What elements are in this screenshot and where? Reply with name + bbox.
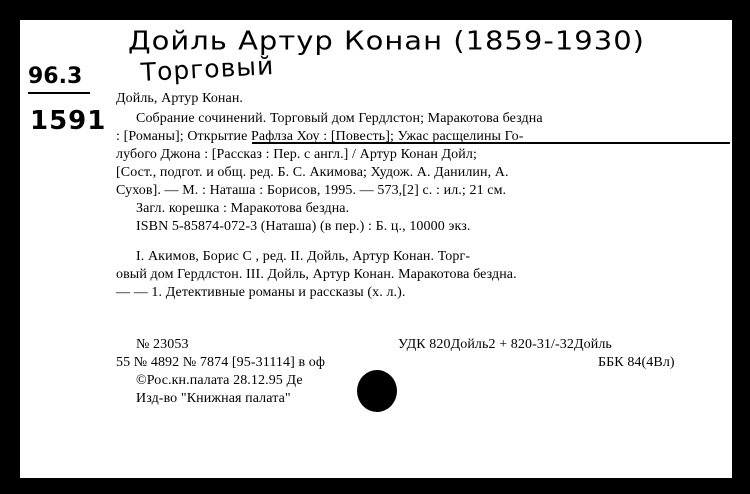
publisher-line: Изд-во "Книжная палата" — [136, 391, 291, 406]
description-line: : [Романы]; Открытие Рафлза Хоу : [Повесть]; Ужас расщелины Го- — [116, 129, 524, 144]
description-line: лубого Джона : [Рассказ : Пер. с англ.] / Артур Конан Дойл; — [116, 147, 477, 162]
ink-blot — [357, 370, 397, 412]
udc-code: УДК 820Дойль2 + 820-31/-32Дойль — [398, 337, 612, 352]
class-number-underline — [28, 92, 90, 94]
handwritten-call-number: 1591 — [30, 106, 107, 136]
card-heading: Дойль, Артур Конан. — [116, 91, 244, 106]
spine-title: Загл. корешка : Маракотова бездна. — [136, 201, 350, 216]
handwritten-author: Дойль Артур Конан (1859-1930) — [128, 25, 645, 56]
record-number: № 23053 — [136, 337, 189, 352]
description-line: [Сост., подгот. и общ. ред. Б. С. Акимова; Худож. А. Данилин, А. — [116, 165, 509, 180]
book-chamber-line: ©Рос.кн.палата 28.12.95 Де — [136, 373, 303, 388]
handwritten-class-number: 96.3 — [28, 64, 83, 89]
handwritten-title: Торговый — [140, 51, 275, 87]
tracings-line: I. Акимов, Борис С , ред. II. Дойль, Артур Конан. Торг- — [136, 249, 471, 264]
description-line: Собрание сочинений. Торговый дом Гердлстон; Маракотова бездна — [136, 111, 543, 126]
tracings-line: — — 1. Детективные романы и рассказы (х. л.). — [116, 285, 406, 300]
description-line: Сухов]. — М. : Наташа : Борисов, 1995. — 573,[2] с. : ил.; 21 см. — [116, 183, 507, 198]
control-line: 55 № 4892 № 7874 [95-31114] в оф — [116, 355, 326, 370]
catalog-card — [20, 20, 732, 478]
tracings-line: овый дом Гердлстон. III. Дойль, Артур Конан. Маракотова бездна. — [116, 267, 517, 282]
bbk-code: ББК 84(4Вл) — [598, 355, 675, 370]
isbn: ISBN 5-85874-072-3 (Наташа) (в пер.) : Б. ц., 10000 экз. — [136, 219, 471, 234]
